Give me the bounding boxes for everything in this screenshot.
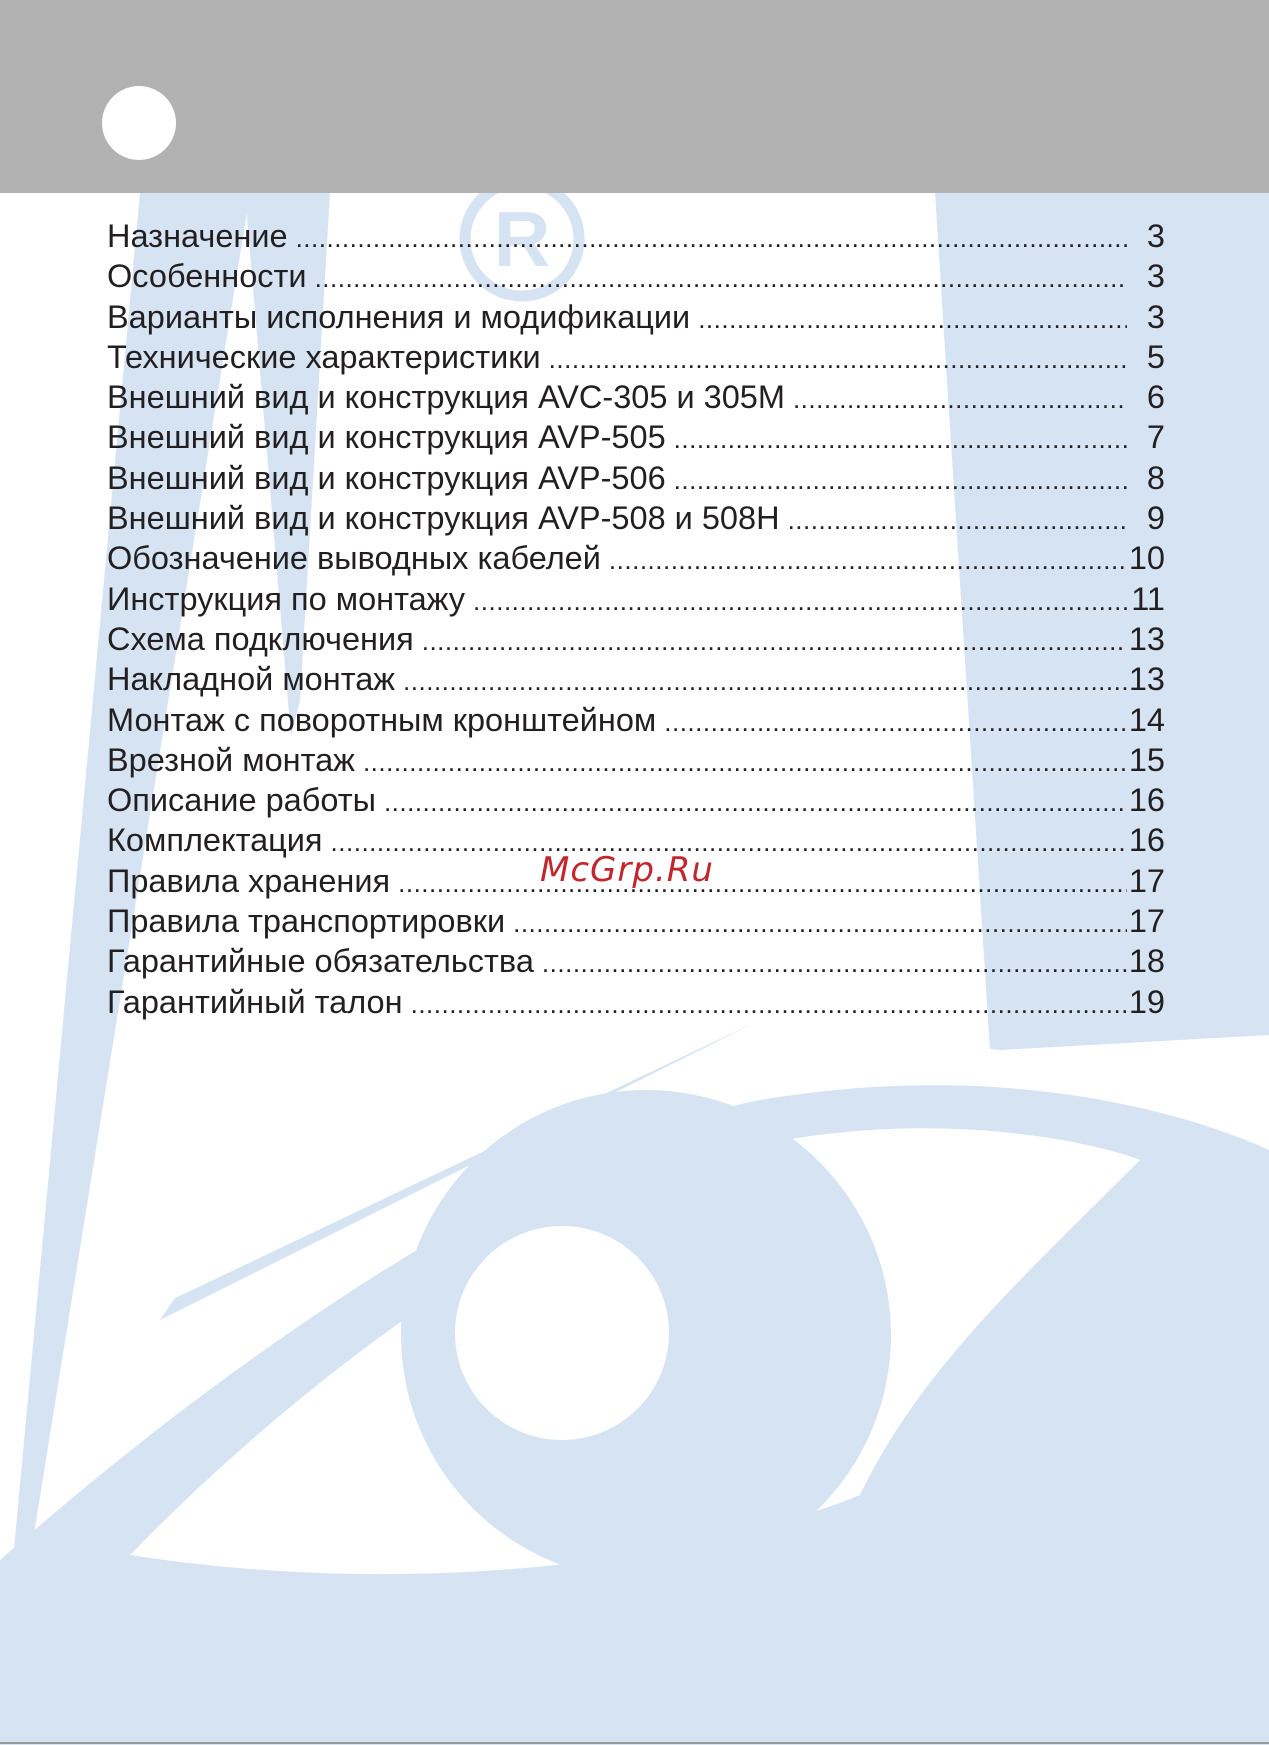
toc-entry-title: Врезной монтаж — [107, 741, 355, 778]
toc-dot-leader — [315, 258, 1127, 298]
toc-entry-page: 17 — [1128, 903, 1165, 940]
toc-entry[interactable] — [107, 619, 1165, 659]
toc-dot-leader — [793, 379, 1127, 419]
toc-entry-page: 9 — [1146, 500, 1165, 537]
toc-entry-page: 19 — [1128, 983, 1165, 1020]
toc-entry[interactable] — [107, 498, 1165, 538]
toc-entry-page: 5 — [1146, 338, 1165, 375]
toc-entry-title: Варианты исполнения и модификации — [107, 298, 691, 335]
toc-entry[interactable] — [107, 982, 1165, 1022]
toc-entry-page: 14 — [1128, 701, 1165, 738]
toc-entry-page: 3 — [1146, 218, 1165, 254]
toc-entry-title: Внешний вид и конструкция AVC-305 и 305M — [107, 379, 785, 416]
toc-entry[interactable] — [107, 216, 1165, 256]
toc-entry-page: 6 — [1146, 379, 1165, 416]
table-of-contents — [107, 216, 1165, 1022]
toc-entry[interactable] — [107, 901, 1165, 941]
toc-entry[interactable] — [107, 458, 1165, 498]
toc-entry[interactable] — [107, 659, 1165, 699]
toc-entry[interactable] — [107, 256, 1165, 296]
toc-dot-leader — [363, 742, 1127, 782]
toc-entry-title: Инструкция по монтажу — [107, 580, 466, 617]
toc-entry-page: 7 — [1146, 419, 1165, 456]
toc-entry[interactable] — [107, 417, 1165, 457]
toc-dot-leader — [422, 621, 1127, 661]
toc-entry[interactable] — [107, 941, 1165, 981]
toc-entry[interactable] — [107, 780, 1165, 820]
toc-entry-page: 18 — [1128, 943, 1165, 980]
toc-entry-title: Технические характеристики — [107, 338, 541, 375]
toc-entry-title: Гарантийный талон — [107, 983, 403, 1020]
toc-entry[interactable] — [107, 740, 1165, 780]
toc-entry-page: 11 — [1131, 580, 1165, 617]
toc-entry-title: Внешний вид и конструкция AVP-508 и 508H — [107, 500, 780, 537]
toc-entry-title: Внешний вид и конструкция AVP-505 — [107, 419, 666, 456]
toc-dot-leader — [542, 943, 1127, 983]
toc-entry-page: 3 — [1146, 258, 1165, 295]
toc-entry-page: 10 — [1128, 540, 1165, 577]
toc-dot-leader — [296, 218, 1127, 258]
toc-dot-leader — [788, 500, 1127, 540]
toc-dot-leader — [398, 863, 1127, 903]
toc-entry-page: 13 — [1128, 620, 1165, 657]
white-circle-icon — [102, 86, 176, 160]
toc-entry-title: Схема подключения — [107, 620, 414, 657]
toc-entry[interactable] — [107, 377, 1165, 417]
toc-dot-leader — [674, 460, 1127, 500]
toc-dot-leader — [698, 299, 1127, 339]
toc-entry-page: 3 — [1146, 298, 1165, 335]
toc-entry-title: Описание работы — [107, 782, 376, 819]
toc-dot-leader — [331, 822, 1127, 862]
toc-entry-title: Правила хранения — [107, 862, 391, 899]
toc-entry-page: 17 — [1128, 862, 1165, 899]
toc-dot-leader — [609, 540, 1127, 580]
toc-entry-title: Назначение — [107, 218, 288, 254]
toc-dot-leader — [384, 782, 1127, 822]
toc-dot-leader — [513, 903, 1127, 943]
toc-entry-title: Монтаж с поворотным кронштейном — [107, 701, 657, 738]
toc-dot-leader — [664, 702, 1127, 742]
toc-entry-title: Гарантийные обязательства — [107, 943, 534, 980]
toc-dot-leader — [411, 984, 1127, 1024]
toc-entry[interactable] — [107, 579, 1165, 619]
toc-entry-page: 13 — [1128, 661, 1165, 698]
toc-entry-title: Обозначение выводных кабелей — [107, 540, 601, 577]
toc-entry[interactable] — [107, 538, 1165, 578]
toc-entry-title: Особенности — [107, 258, 307, 295]
toc-entry-title: Внешний вид и конструкция AVP-506 — [107, 459, 666, 496]
toc-entry[interactable] — [107, 297, 1165, 337]
toc-dot-leader — [403, 661, 1127, 701]
toc-dot-leader — [473, 581, 1127, 621]
toc-dot-leader — [674, 419, 1127, 459]
toc-entry[interactable] — [107, 337, 1165, 377]
bottom-rule — [0, 1742, 1269, 1744]
toc-entry[interactable] — [107, 700, 1165, 740]
toc-entry-title: Накладной монтаж — [107, 661, 396, 698]
toc-entry-page: 16 — [1128, 822, 1165, 859]
toc-entry-page: 15 — [1128, 741, 1165, 778]
site-stamp: McGrp.Ru — [540, 850, 714, 890]
toc-entry-title: Комплектация — [107, 822, 323, 859]
toc-entry-page: 8 — [1146, 459, 1165, 496]
toc-entry-title: Правила транспортировки — [107, 903, 506, 940]
svg-text:R: R — [493, 195, 551, 283]
toc-entry-page: 16 — [1128, 782, 1165, 819]
toc-dot-leader — [549, 339, 1127, 379]
header-band — [0, 0, 1269, 193]
